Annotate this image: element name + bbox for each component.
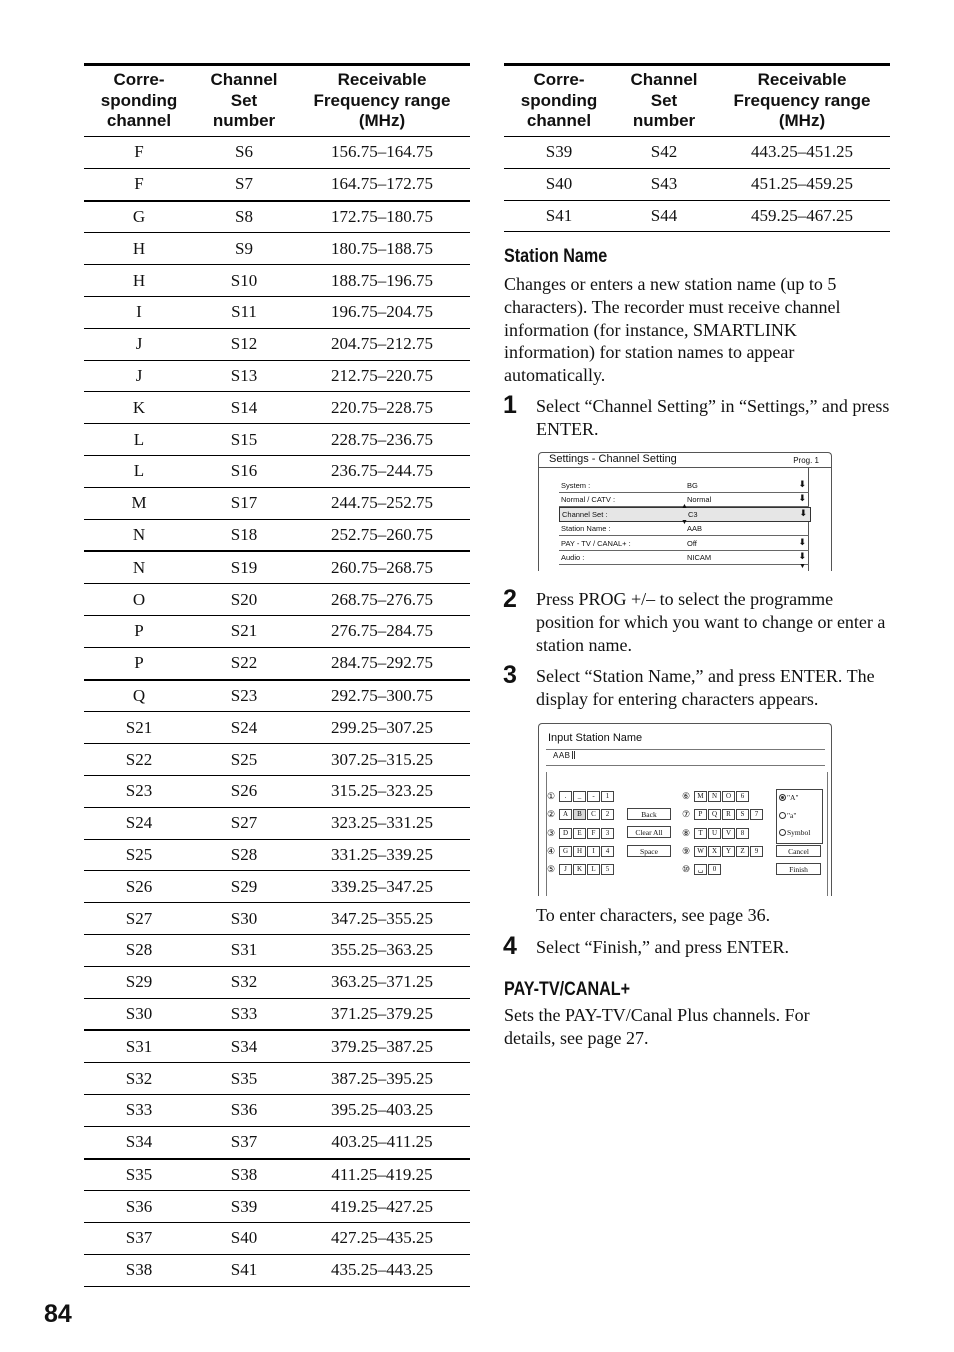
channel-set-cell: S43 [614, 168, 714, 200]
frequency-range-cell: 339.25–347.25 [294, 871, 470, 903]
channel-set-cell: S40 [194, 1223, 294, 1255]
table-header-row [84, 65, 470, 137]
frequency-range-cell: 156.75–164.75 [294, 137, 470, 169]
frequency-range-cell: 451.25–459.25 [714, 168, 890, 200]
channel-set-cell: S27 [194, 807, 294, 839]
character-key[interactable]: E [573, 828, 586, 839]
character-key[interactable]: 6 [736, 791, 749, 802]
setting-value: BG [687, 481, 698, 490]
channel-set-cell: S20 [194, 584, 294, 616]
frequency-range-cell: 268.75–276.75 [294, 584, 470, 616]
setting-row[interactable] [559, 551, 809, 565]
table-header-row [504, 65, 890, 137]
table-row [84, 1223, 470, 1255]
key-group [545, 790, 615, 802]
character-key[interactable]: M [694, 791, 707, 802]
table-row [84, 680, 470, 712]
corresponding-channel-cell: S36 [84, 1191, 194, 1223]
character-key[interactable]: R [722, 809, 735, 820]
table-row [84, 392, 470, 424]
table-row [84, 1191, 470, 1223]
character-key[interactable]: V [722, 828, 735, 839]
character-key[interactable]: W [694, 846, 707, 857]
table-row [84, 1030, 470, 1062]
character-key[interactable]: 8 [736, 828, 749, 839]
table-row [84, 775, 470, 807]
corresponding-channel-cell: S24 [84, 807, 194, 839]
radio-icon [779, 829, 786, 836]
radio-icon [779, 812, 786, 819]
header-frequency-range: Receivable Frequency range (MHz) [714, 65, 890, 137]
header-channel-set-number: Channel Set number [194, 65, 294, 137]
character-key[interactable]: 7 [750, 809, 763, 820]
character-key[interactable]: U [708, 828, 721, 839]
corresponding-channel-cell: N [84, 551, 194, 583]
corresponding-channel-cell: S27 [84, 903, 194, 935]
corresponding-channel-cell: S23 [84, 775, 194, 807]
table-row [84, 934, 470, 966]
corresponding-channel-cell: S41 [504, 200, 614, 232]
table-row [84, 487, 470, 519]
frequency-range-cell: 299.25–307.25 [294, 712, 470, 744]
step-3-text: Select “Station Name,” and press ENTER. The display for entering characters appears. [536, 666, 875, 709]
character-key[interactable]: S [736, 809, 749, 820]
character-key[interactable]: 4 [601, 846, 614, 857]
corresponding-channel-cell: S34 [84, 1126, 194, 1158]
table-row [84, 1254, 470, 1286]
frequency-range-cell: 355.25–363.25 [294, 934, 470, 966]
channel-set-cell: S23 [194, 680, 294, 712]
key-group [545, 845, 615, 857]
channel-set-cell: S25 [194, 744, 294, 776]
table-row [84, 807, 470, 839]
frequency-range-cell: 371.25–379.25 [294, 998, 470, 1030]
table-row [84, 424, 470, 456]
space-button[interactable]: Space [627, 845, 671, 857]
mode-uppercase[interactable]: "A" [779, 793, 799, 802]
table-row [84, 360, 470, 392]
key-group [680, 790, 750, 802]
character-key[interactable]: 1 [601, 791, 614, 802]
frequency-range-cell: 379.25–387.25 [294, 1030, 470, 1062]
frequency-range-cell: 292.75–300.75 [294, 680, 470, 712]
character-key[interactable]: F [587, 828, 600, 839]
channel-set-cell: S34 [194, 1030, 294, 1062]
channel-set-cell: S44 [614, 200, 714, 232]
key-group-number: ① [546, 790, 556, 801]
corresponding-channel-cell: I [84, 296, 194, 328]
frequency-table-right [504, 63, 890, 232]
setting-label: Audio : [561, 553, 585, 562]
frequency-range-cell: 252.75–260.75 [294, 519, 470, 551]
frequency-table-left [84, 63, 470, 1287]
channel-set-cell: S16 [194, 455, 294, 487]
frequency-range-cell: 172.75–180.75 [294, 201, 470, 233]
header-corresponding-channel: Corre- sponding channel [504, 65, 614, 137]
corresponding-channel-cell: S25 [84, 839, 194, 871]
station-name-heading: Station Name [504, 246, 608, 267]
character-key[interactable]: A [559, 809, 572, 820]
channel-set-cell: S32 [194, 966, 294, 998]
back-button[interactable]: Back [627, 808, 671, 820]
channel-set-cell: S24 [194, 712, 294, 744]
character-key[interactable]: ␣ [694, 864, 707, 875]
character-key[interactable]: O [722, 791, 735, 802]
channel-set-cell: S31 [194, 934, 294, 966]
table-row [84, 1159, 470, 1191]
channel-set-cell: S19 [194, 551, 294, 583]
frequency-range-cell: 387.25–395.25 [294, 1063, 470, 1095]
table-row [84, 966, 470, 998]
frequency-range-cell: 276.75–284.75 [294, 615, 470, 647]
channel-set-cell: S9 [194, 233, 294, 265]
frequency-range-cell: 204.75–212.75 [294, 328, 470, 360]
channel-set-cell: S17 [194, 487, 294, 519]
key-group [680, 863, 722, 875]
frequency-range-cell: 284.75–292.75 [294, 647, 470, 679]
corresponding-channel-cell: S40 [504, 168, 614, 200]
corresponding-channel-cell: J [84, 360, 194, 392]
corresponding-channel-cell: S38 [84, 1254, 194, 1286]
channel-set-cell: S10 [194, 265, 294, 297]
frequency-range-cell: 260.75–268.75 [294, 551, 470, 583]
step-4-text: Select “Finish,” and press ENTER. [536, 937, 789, 957]
setting-label: Station Name : [561, 524, 611, 533]
corresponding-channel-cell: F [84, 137, 194, 169]
channel-setting-screen [538, 452, 832, 571]
character-key[interactable]: I [587, 846, 600, 857]
character-key[interactable]: - [587, 791, 600, 802]
channel-set-cell: S6 [194, 137, 294, 169]
frequency-range-cell: 196.75–204.75 [294, 296, 470, 328]
character-key[interactable]: . [559, 791, 572, 802]
table-row [84, 455, 470, 487]
corresponding-channel-cell: S39 [504, 137, 614, 169]
corresponding-channel-cell: K [84, 392, 194, 424]
key-group-number: ⑥ [681, 790, 691, 801]
clear-all-button[interactable]: Clear All [627, 826, 671, 838]
channel-set-cell: S15 [194, 424, 294, 456]
pay-tv-heading: PAY-TV/CANAL+ [504, 979, 631, 1000]
frequency-range-cell: 180.75–188.75 [294, 233, 470, 265]
key-group-number: ⑦ [681, 808, 691, 819]
key-group [680, 827, 750, 839]
frequency-range-cell: 443.25–451.25 [714, 137, 890, 169]
character-key[interactable]: L [587, 864, 600, 875]
channel-set-cell: S30 [194, 903, 294, 935]
mode-symbol[interactable]: Symbol [779, 828, 810, 837]
cancel-button[interactable]: Cancel [776, 845, 821, 857]
scroll-down-icon: ▼ [799, 563, 806, 570]
radio-selected-icon [779, 794, 786, 801]
character-key[interactable]: C [587, 809, 600, 820]
key-group [545, 863, 615, 875]
setting-row[interactable] [559, 537, 809, 551]
character-key[interactable]: 0 [708, 864, 721, 875]
channel-set-cell: S38 [194, 1159, 294, 1191]
corresponding-channel-cell: S32 [84, 1063, 194, 1095]
corresponding-channel-cell: S30 [84, 998, 194, 1030]
frequency-range-cell: 331.25–339.25 [294, 839, 470, 871]
step-2-number: 2 [503, 585, 517, 613]
header-channel-set-number: Channel Set number [614, 65, 714, 137]
channel-set-cell: S12 [194, 328, 294, 360]
corresponding-channel-cell: H [84, 265, 194, 297]
key-group [680, 845, 764, 857]
programme-indicator: Prog. 1 [793, 456, 819, 465]
key-group [680, 808, 764, 820]
key-group-number: ② [546, 808, 556, 819]
frequency-range-cell: 244.75–252.75 [294, 487, 470, 519]
channel-set-cell: S7 [194, 168, 294, 200]
setting-value: AAB [687, 524, 703, 533]
down-arrow-icon: ⬇ [798, 479, 806, 489]
character-key[interactable]: N [708, 791, 721, 802]
table-row [84, 871, 470, 903]
frequency-range-cell: 403.25–411.25 [294, 1126, 470, 1158]
channel-set-cell: S39 [194, 1191, 294, 1223]
header-frequency-range: Receivable Frequency range (MHz) [294, 65, 470, 137]
frequency-range-cell: 323.25–331.25 [294, 807, 470, 839]
frequency-range-cell: 459.25–467.25 [714, 200, 890, 232]
table-row [84, 265, 470, 297]
table-row [84, 201, 470, 233]
caret-down-icon: ▼ [681, 519, 688, 526]
table-row [84, 744, 470, 776]
title-divider [539, 467, 831, 468]
table-row [84, 903, 470, 935]
character-key[interactable]: X [708, 846, 721, 857]
character-key[interactable]: B [573, 809, 586, 820]
channel-set-cell: S36 [194, 1094, 294, 1126]
frequency-range-cell: 363.25–371.25 [294, 966, 470, 998]
corresponding-channel-cell: S37 [84, 1223, 194, 1255]
station-name-description: Changes or enters a new station name (up to 5 characters). The recorder must receive channel information (for instance, SMARTLINK information) for station names to appear automatically. [504, 274, 841, 386]
step-3-note: To enter characters, see page 36. [536, 905, 771, 925]
corresponding-channel-cell: P [84, 647, 194, 679]
table-row [84, 233, 470, 265]
channel-set-cell: S8 [194, 201, 294, 233]
character-key[interactable]: 5 [601, 864, 614, 875]
corresponding-channel-cell: J [84, 328, 194, 360]
frequency-range-cell: 419.25–427.25 [294, 1191, 470, 1223]
character-key[interactable]: K [573, 864, 586, 875]
table-row [84, 1063, 470, 1095]
table-row [84, 615, 470, 647]
table-row [84, 712, 470, 744]
table-row [84, 328, 470, 360]
table-row [84, 839, 470, 871]
corresponding-channel-cell: O [84, 584, 194, 616]
frequency-range-cell: 395.25–403.25 [294, 1094, 470, 1126]
corresponding-channel-cell: L [84, 455, 194, 487]
down-arrow-icon: ⬇ [798, 493, 806, 503]
mode-lowercase[interactable]: "a" [779, 811, 796, 820]
key-group-number: ⑤ [546, 863, 556, 874]
frequency-range-cell: 188.75–196.75 [294, 265, 470, 297]
step-1-number: 1 [503, 391, 517, 419]
corresponding-channel-cell: H [84, 233, 194, 265]
table-row [504, 200, 890, 232]
frequency-range-cell: 427.25–435.25 [294, 1223, 470, 1255]
table-row [84, 584, 470, 616]
key-group-number: ④ [546, 845, 556, 856]
channel-set-cell: S37 [194, 1126, 294, 1158]
corresponding-channel-cell: L [84, 424, 194, 456]
step-2-text: Press PROG +/– to select the programme position for which you want to change or enter a station name. [536, 589, 886, 655]
key-group-number: ⑨ [681, 845, 691, 856]
channel-set-cell: S33 [194, 998, 294, 1030]
corresponding-channel-cell: S31 [84, 1030, 194, 1062]
table-row [84, 519, 470, 551]
step-1-text: Select “Channel Setting” in “Settings,” and press ENTER. [536, 396, 890, 439]
step-3-number: 3 [503, 661, 517, 689]
channel-set-cell: S35 [194, 1063, 294, 1095]
table-row [504, 168, 890, 200]
channel-set-cell: S14 [194, 392, 294, 424]
channel-set-cell: S22 [194, 647, 294, 679]
character-key[interactable]: P [694, 809, 707, 820]
setting-value: NICAM [687, 553, 712, 562]
screen-title: Settings - Channel Setting [549, 453, 677, 465]
table-row [84, 168, 470, 200]
character-key[interactable]: H [573, 846, 586, 857]
setting-label: Normal / CATV : [561, 495, 616, 504]
character-key[interactable]: Q [708, 809, 721, 820]
table-row [84, 1126, 470, 1158]
channel-set-cell: S29 [194, 871, 294, 903]
corresponding-channel-cell: G [84, 201, 194, 233]
frequency-range-cell: 411.25–419.25 [294, 1159, 470, 1191]
channel-set-cell: S26 [194, 775, 294, 807]
key-group-number: ③ [546, 827, 556, 838]
table-row [84, 647, 470, 679]
frequency-range-cell: 228.75–236.75 [294, 424, 470, 456]
key-group-number: ⑧ [681, 827, 691, 838]
corresponding-channel-cell: P [84, 615, 194, 647]
station-name-value: AAB [553, 751, 576, 760]
character-key[interactable]: _ [573, 791, 586, 802]
setting-label: PAY - TV / CANAL+ : [561, 539, 631, 548]
frequency-range-cell: 435.25–443.25 [294, 1254, 470, 1286]
table-row [84, 296, 470, 328]
channel-set-cell: S13 [194, 360, 294, 392]
corresponding-channel-cell: S21 [84, 712, 194, 744]
station-name-field[interactable] [546, 749, 825, 766]
frequency-range-cell: 220.75–228.75 [294, 392, 470, 424]
channel-set-cell: S28 [194, 839, 294, 871]
setting-label: Channel Set : [562, 510, 608, 519]
table-row [504, 137, 890, 169]
setting-label: System : [561, 481, 591, 490]
channel-set-cell: S21 [194, 615, 294, 647]
table-row [84, 998, 470, 1030]
character-key[interactable]: Y [722, 846, 735, 857]
corresponding-channel-cell: S33 [84, 1094, 194, 1126]
pay-tv-description: Sets the PAY-TV/Canal Plus channels. For details, see page 27. [504, 1005, 810, 1048]
character-key[interactable]: 2 [601, 809, 614, 820]
character-key[interactable]: G [559, 846, 572, 857]
frequency-range-cell: 212.75–220.75 [294, 360, 470, 392]
page-number: 84 [44, 1300, 72, 1328]
table-row [84, 551, 470, 583]
corresponding-channel-cell: S26 [84, 871, 194, 903]
frequency-range-cell: 236.75–244.75 [294, 455, 470, 487]
channel-set-cell: S11 [194, 296, 294, 328]
channel-set-cell: S18 [194, 519, 294, 551]
character-key[interactable]: Z [736, 846, 749, 857]
character-key[interactable]: D [559, 828, 572, 839]
frequency-range-cell: 347.25–355.25 [294, 903, 470, 935]
channel-set-cell: S41 [194, 1254, 294, 1286]
down-arrow-icon: ⬇ [798, 537, 806, 547]
corresponding-channel-cell: M [84, 487, 194, 519]
corresponding-channel-cell: F [84, 168, 194, 200]
step-4-number: 4 [503, 932, 517, 960]
character-key[interactable]: 9 [750, 846, 763, 857]
setting-value: Off [687, 539, 697, 548]
corresponding-channel-cell: S28 [84, 934, 194, 966]
table-row [84, 137, 470, 169]
corresponding-channel-cell: S29 [84, 966, 194, 998]
frequency-range-cell: 307.25–315.25 [294, 744, 470, 776]
character-mode-selector [776, 789, 823, 844]
key-group [545, 808, 615, 820]
screen-title: Input Station Name [548, 732, 643, 744]
setting-row[interactable] [559, 479, 809, 493]
table-row [84, 1094, 470, 1126]
down-arrow-icon: ⬇ [799, 508, 807, 518]
corresponding-channel-cell: N [84, 519, 194, 551]
corresponding-channel-cell: Q [84, 680, 194, 712]
setting-value: Normal [687, 495, 712, 504]
frequency-range-cell: 164.75–172.75 [294, 168, 470, 200]
channel-set-cell: S42 [614, 137, 714, 169]
down-arrow-icon: ⬇ [798, 551, 806, 561]
finish-button[interactable]: Finish [776, 863, 821, 875]
character-key[interactable]: 3 [601, 828, 614, 839]
character-key[interactable]: J [559, 864, 572, 875]
key-group [545, 827, 615, 839]
character-key[interactable]: T [694, 828, 707, 839]
corresponding-channel-cell: S22 [84, 744, 194, 776]
caret-up-icon: ▲ [681, 503, 688, 510]
frequency-range-cell: 315.25–323.25 [294, 775, 470, 807]
key-group-number: ⑩ [681, 863, 691, 874]
header-corresponding-channel: Corre- sponding channel [84, 65, 194, 137]
corresponding-channel-cell: S35 [84, 1159, 194, 1191]
setting-value: C3 [688, 510, 698, 519]
